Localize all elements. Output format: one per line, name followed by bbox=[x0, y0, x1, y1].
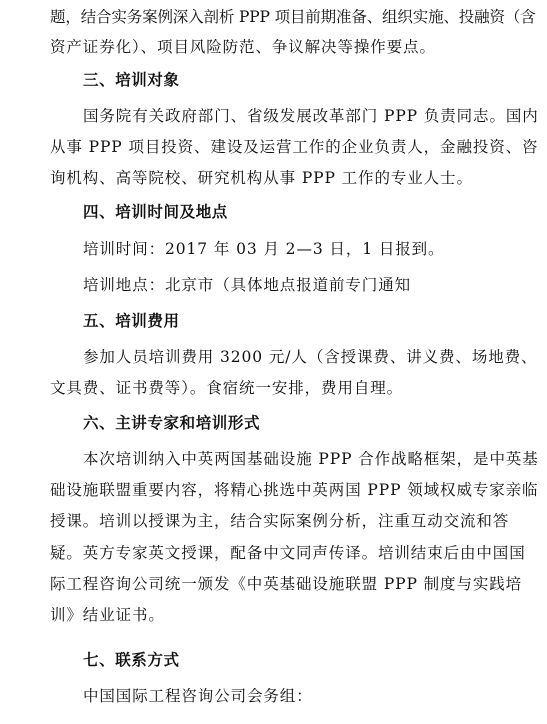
audience-line-3: 询机构、高等院校、研究机构从事 PPP 工作的专业人士。 bbox=[50, 169, 473, 187]
experts-line-5: 际工程咨询公司统一颁发《中英基础设施联盟 PPP 制度与实践培 bbox=[50, 575, 523, 593]
section-heading-time-place: 四、培训时间及地点 bbox=[83, 203, 228, 221]
training-time: 培训时间：2017 年 03 月 2—3 日，1 日报到。 bbox=[83, 240, 445, 258]
experts-line-2: 础设施联盟重要内容，将精心挑选中英两国 PPP 领域权威专家亲临 bbox=[50, 481, 539, 499]
intro-continuation-line-1: 题，结合实务案例深入剖析 PPP 项目前期准备、组织实施、投融资（含 bbox=[50, 8, 536, 26]
fees-line-1: 参加人员培训费用 3200 元/人（含授课费、讲义费、场地费、 bbox=[83, 348, 538, 366]
section-heading-contact: 七、联系方式 bbox=[83, 651, 180, 669]
experts-line-1: 本次培训纳入中英两国基础设施 PPP 合作战略框架，是中英基 bbox=[83, 450, 539, 468]
experts-line-6: 训》结业证书。 bbox=[50, 606, 165, 624]
contact-line-1: 中国国际工程咨询公司会务组： bbox=[83, 687, 313, 705]
section-heading-experts-format: 六、主讲专家和培训形式 bbox=[83, 414, 261, 432]
experts-line-4: 疑。英方专家英文授课，配备中文同声传译。培训结束后由中国国 bbox=[50, 544, 526, 562]
audience-line-2: 从事 PPP 项目投资、建设及运营工作的企业负责人，金融投资、咨 bbox=[50, 138, 539, 156]
intro-continuation-line-2: 资产证券化）、项目风险防范、争议解决等操作要点。 bbox=[50, 38, 436, 56]
section-heading-fees: 五、培训费用 bbox=[83, 312, 180, 330]
audience-line-1: 国务院有关政府部门、省级发展改革部门 PPP 负责同志。国内 bbox=[83, 107, 539, 125]
experts-line-3: 授课。培训以授课为主，结合实际案例分析，注重互动交流和答 bbox=[50, 512, 510, 530]
training-place: 培训地点：北京市（具体地点报道前专门通知 bbox=[83, 276, 412, 294]
section-heading-audience: 三、培训对象 bbox=[83, 71, 180, 89]
fees-line-2: 文具费、证书费等）。食宿统一安排，费用自理。 bbox=[50, 379, 404, 397]
